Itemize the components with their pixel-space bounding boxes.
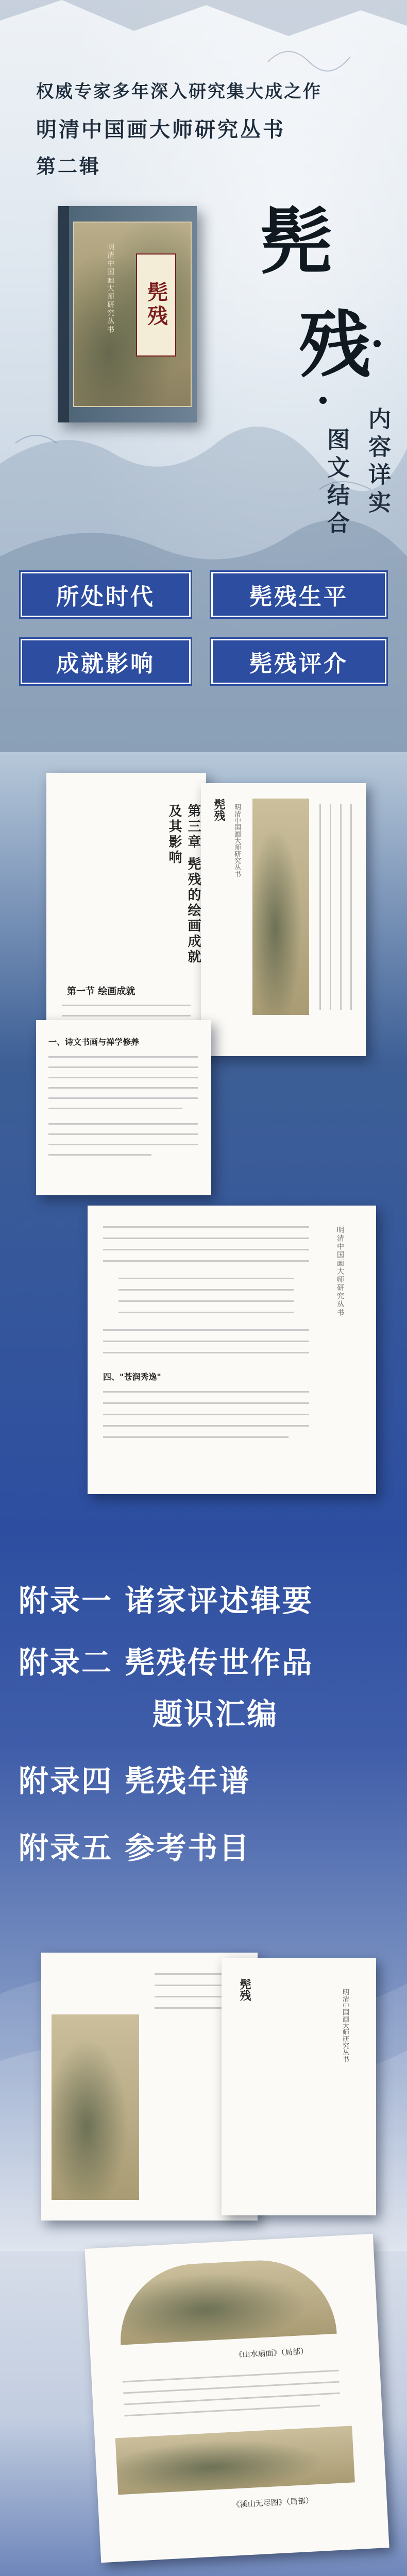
- text-line: [103, 1391, 309, 1393]
- text-line: [103, 1352, 309, 1353]
- text-line: [103, 1425, 309, 1427]
- text-line: [123, 2370, 339, 2383]
- text-column: [340, 804, 342, 1010]
- sample-page-chapter: [46, 773, 206, 1041]
- feature-text-and-images: 图文结合: [323, 428, 349, 539]
- running-head: 明清中国画大师研究丛书: [336, 1226, 344, 1317]
- book-spine: [58, 206, 69, 422]
- fan-painting-image: [116, 2257, 336, 2345]
- poem-line: [118, 1289, 294, 1291]
- appendix-item-2: 附录二 髡残传世作品: [19, 1645, 314, 1680]
- text-column: [319, 804, 321, 1010]
- plate-running-head: 明清中国画大师研究丛书: [341, 1989, 349, 2062]
- text-line: [48, 1077, 198, 1078]
- text-column: [350, 804, 352, 1010]
- big-title-char-1: 髡: [260, 200, 333, 284]
- hero-section: [0, 0, 407, 752]
- text-line: [48, 1097, 198, 1099]
- text-line: [48, 1087, 198, 1089]
- text-line: [103, 1226, 309, 1228]
- sample-pages-section: [0, 752, 407, 1530]
- text-line: [103, 1414, 309, 1415]
- text-line: [48, 1056, 198, 1058]
- big-title-char-2: 残: [299, 303, 371, 387]
- book-series-label: 明清中国画大师研究丛书: [106, 243, 114, 334]
- text-line: [124, 2393, 340, 2405]
- subsection-title: 一、诗文书画与禅学修养: [48, 1037, 140, 1047]
- book-cover-painting: [73, 222, 192, 407]
- feature-detailed-content: 内容详实: [364, 407, 391, 518]
- text-column: [330, 804, 331, 1010]
- tagline-authoritative: 权威专家多年深入研究集大成之作: [36, 81, 322, 102]
- poem-line: [118, 1278, 294, 1279]
- title-dot-1: [374, 340, 381, 347]
- side-heading: 明清中国画大师研究丛书: [233, 804, 241, 877]
- sample-page-text-1: [36, 1020, 211, 1195]
- series-volume: 第二辑: [36, 155, 101, 178]
- text-line: [103, 1402, 309, 1404]
- book-title-label: [136, 253, 176, 357]
- sample-page-text-2: [88, 1206, 376, 1494]
- subsection-title: 四、"苍润秀逸": [103, 1372, 161, 1382]
- poem-line: [118, 1312, 294, 1313]
- text-line: [48, 1066, 198, 1068]
- plates-section: [0, 2251, 407, 2576]
- appendix-item-2-continued: 题识汇编: [152, 1697, 279, 1732]
- fan-caption: 《山水扇面》（局部）: [234, 2346, 309, 2360]
- appendix-section: [0, 1530, 407, 2251]
- pill-achievements: 成就影响: [21, 639, 191, 684]
- plate-image-left: [52, 2014, 139, 2200]
- text-line: [62, 1005, 191, 1006]
- text-line: [103, 1260, 309, 1262]
- text-line: [62, 1015, 191, 1016]
- plate-page-header: [222, 1958, 376, 2215]
- text-line: [103, 1238, 309, 1239]
- text-line: [48, 1144, 198, 1145]
- text-line: [103, 1249, 309, 1250]
- chapter-title: 第三章 髡残的绘画成就及其影响: [166, 804, 201, 965]
- text-line: [103, 1329, 309, 1331]
- text-line: [124, 2405, 320, 2417]
- section-title: 第一节 绘画成就: [67, 986, 135, 997]
- series-title: 明清中国画大师研究丛书: [36, 117, 285, 142]
- text-line: [103, 1436, 289, 1438]
- book-cover: [58, 206, 197, 422]
- handscroll-caption: 《溪山无尽图》（局部）: [232, 2496, 314, 2510]
- poem-line: [118, 1300, 294, 1302]
- text-line: [123, 2381, 340, 2394]
- appendix-item-4: 附录四 髡残年谱: [19, 1764, 251, 1799]
- pill-review: 髡残评介: [211, 639, 386, 684]
- text-line: [48, 1154, 151, 1156]
- page-painting-image: [252, 799, 309, 1015]
- book-title: 髡残: [144, 281, 168, 329]
- sample-page-painting: [201, 783, 366, 1056]
- title-dot-2: [319, 397, 327, 404]
- handscroll-painting-image: [115, 2426, 355, 2495]
- text-line: [48, 1108, 182, 1109]
- appendix-item-1: 附录一 诸家评述辑要: [19, 1583, 314, 1618]
- page-header: 髡残: [212, 799, 226, 821]
- text-line: [103, 1341, 309, 1342]
- pill-biography: 髡残生平: [211, 572, 386, 617]
- pill-era: 所处时代: [21, 572, 191, 617]
- plate-page-title: 髡残: [238, 1978, 251, 2001]
- appendix-item-5: 附录五 参考书目: [19, 1831, 251, 1866]
- plate-page-fan: [84, 2234, 389, 2563]
- text-line: [48, 1133, 198, 1135]
- text-line: [48, 1123, 198, 1125]
